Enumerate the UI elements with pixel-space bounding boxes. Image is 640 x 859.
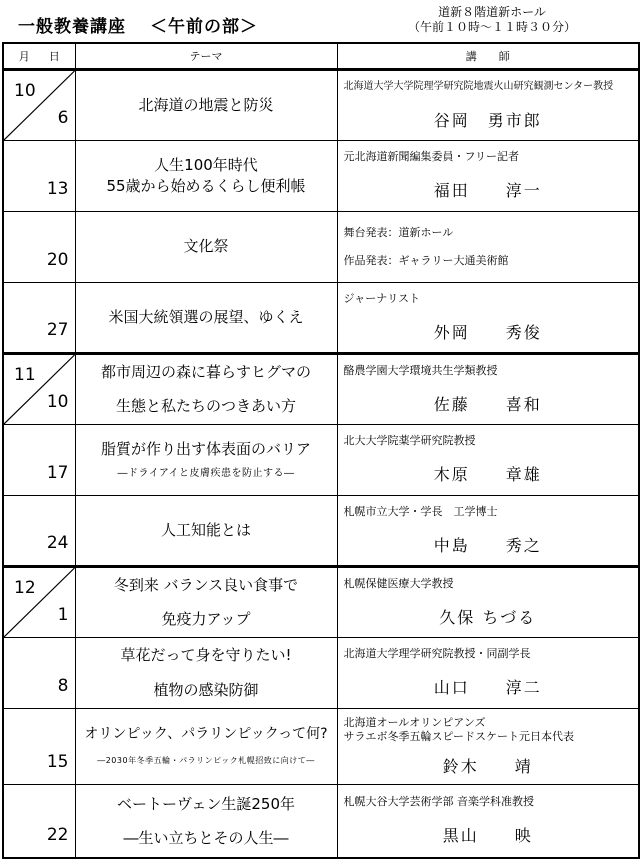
theme-cell: 冬到来 バランス良い食事で 免疫力アップ	[75, 566, 337, 637]
lecturer-name: 福田 淳一	[433, 181, 542, 200]
lecturer-affiliation: 北大大学院薬学研究院教授	[343, 434, 476, 447]
table-row	[3, 424, 639, 495]
date-cell	[3, 495, 75, 566]
table-row	[3, 637, 639, 708]
lecturer-cell	[337, 140, 639, 211]
theme-cell: 文化祭	[75, 211, 337, 282]
date-cell	[3, 566, 75, 637]
date-header: 月 日	[3, 43, 75, 69]
exhibition-presentation: 作品発表：ギャラリー大通美術館	[343, 253, 509, 267]
title-subtitle: ＜午前の部＞	[150, 17, 258, 37]
lecturer-affiliation: 元北海道新聞編集委員・フリー記者	[343, 150, 520, 163]
lecturer-cell	[337, 784, 639, 858]
lecturer-affiliation: 酪農学園大学環境共生学類教授	[343, 363, 498, 377]
date-cell	[3, 353, 75, 424]
day-label: 22	[46, 825, 69, 845]
lecture-schedule-table	[2, 42, 640, 859]
table-row	[3, 282, 639, 353]
page-title	[18, 12, 258, 37]
table-row	[3, 140, 639, 211]
lecturer-cell	[337, 282, 639, 353]
date-cell	[3, 637, 75, 708]
day-label: 24	[46, 532, 69, 553]
lecturer-name: 佐藤 喜和	[433, 394, 542, 414]
venue-info	[408, 5, 576, 35]
day-label: 20	[46, 249, 69, 270]
lecturer-affiliation: 北海道大学理学研究院教授・同副学長	[343, 647, 531, 660]
lecturer-affiliation: ジャーナリスト	[343, 291, 421, 305]
lecturer-cell	[337, 353, 639, 424]
lecturer-name: 山口 淳二	[433, 678, 542, 697]
table-row	[3, 211, 639, 282]
month-label: 10	[14, 80, 36, 101]
table-row	[3, 566, 639, 637]
day-label: 8	[57, 675, 69, 696]
stage-presentation: 舞台発表：道新ホール	[343, 225, 454, 239]
lecturer-affiliation: 札幌大谷大学芸術学部 音楽学科准教授	[343, 795, 534, 809]
theme-subtitle: ―2030年冬季五輪・パラリンピック札幌招致に向けて―	[97, 756, 315, 766]
day-label: 13	[46, 178, 69, 199]
lecturer-name: 久保 ちづる	[439, 607, 537, 627]
month-label: 11	[14, 364, 36, 385]
lecturer-cell	[337, 424, 639, 495]
lecturer-name: 中島 秀之	[433, 535, 542, 555]
theme-cell: 都市周辺の森に暮らすヒグマの 生態と私たちのつきあい方	[75, 353, 337, 424]
date-cell	[3, 784, 75, 858]
lecturer-header: 講 師	[337, 43, 639, 69]
theme-cell: 北海道の地震と防災	[75, 69, 337, 140]
date-cell	[3, 211, 75, 282]
date-cell	[3, 140, 75, 211]
venue-name: 道新８階道新ホール	[438, 5, 546, 19]
date-cell	[3, 424, 75, 495]
lecturer-affiliation: 北海道オールオリンピアンズ	[343, 715, 486, 729]
day-label: 6	[57, 107, 69, 128]
theme-cell: 人工知能とは	[75, 495, 337, 566]
day-label: 15	[46, 751, 69, 772]
lecturer-name: 鈴木 靖	[442, 756, 533, 776]
theme-subtitle: ―ドライアイと皮膚疾患を防止する―	[117, 467, 295, 479]
day-label: 1	[57, 604, 69, 625]
lecturer-cell	[337, 708, 639, 784]
table-row	[3, 353, 639, 424]
day-label: 27	[46, 319, 69, 340]
lecturer-affiliation: 北海道大学大学院理学研究院地震火山研究観測センター教授	[343, 80, 614, 92]
theme-cell: オリンピック、パラリンピックって何? ―2030年冬季五輪・パラリンピック札幌招致に向けて―	[75, 708, 337, 784]
lecturer-cell	[337, 495, 639, 566]
header-row	[3, 43, 639, 69]
date-cell	[3, 282, 75, 353]
lecturer-name: 外岡 秀俊	[433, 322, 542, 342]
lecturer-affiliation-2: サラエボ冬季五輪スピードスケート元日本代表	[343, 729, 574, 743]
lecturer-name: 木原 章雄	[433, 465, 542, 484]
lecturer-cell	[337, 69, 639, 140]
table-row	[3, 784, 639, 858]
month-label: 12	[14, 577, 36, 598]
day-label: 10	[46, 391, 69, 412]
table-row	[3, 708, 639, 784]
lecturer-affiliation: 札幌保健医療大学教授	[343, 576, 454, 590]
lecturer-cell	[337, 637, 639, 708]
theme-cell: 脂質が作り出す体表面のバリア ―ドライアイと皮膚疾患を防止する―	[75, 424, 337, 495]
title-main: 一般教養講座	[18, 17, 126, 37]
day-label: 17	[46, 462, 69, 483]
theme-cell: 人生100年時代 55歳から始めるくらし便利帳	[75, 140, 337, 211]
lecturer-cell	[337, 566, 639, 637]
date-cell	[3, 69, 75, 140]
theme-cell: ベートーヴェン生誕250年 ―生い立ちとその人生―	[75, 784, 337, 858]
lecturer-cell	[337, 211, 639, 282]
table-row	[3, 495, 639, 566]
table-row	[3, 69, 639, 140]
lecturer-affiliation: 札幌市立大学・学長 工学博士	[343, 504, 498, 518]
lecturer-name: 黒山 映	[442, 826, 533, 846]
theme-cell: 米国大統領選の展望、ゆくえ	[75, 282, 337, 353]
lecturer-name: 谷岡 勇市郎	[433, 110, 542, 130]
venue-time: （午前１０時～１１時３０分）	[408, 20, 577, 34]
date-cell	[3, 708, 75, 784]
theme-header: テーマ	[75, 43, 337, 69]
theme-cell: 草花だって身を守りたい! 植物の感染防御	[75, 637, 337, 708]
